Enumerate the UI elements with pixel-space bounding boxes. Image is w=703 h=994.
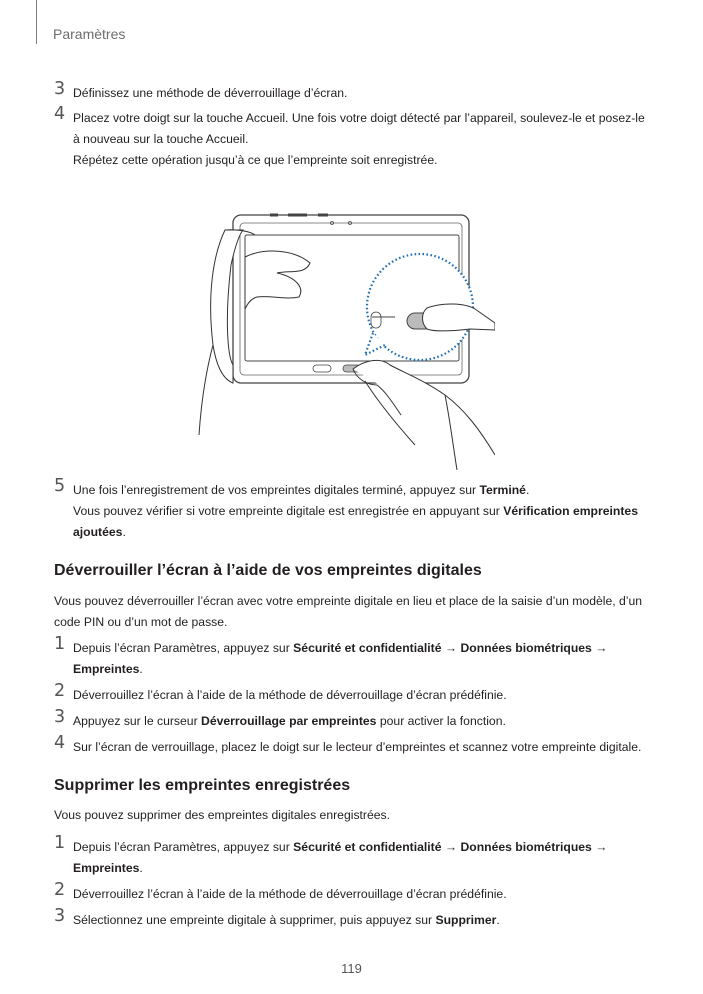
step-number: 1: [54, 634, 66, 654]
step-text-line1: Placez votre doigt sur la touche Accueil. Une fois votre doigt détecté par l’appareil, soulevez-le et posez-le: [73, 111, 645, 125]
step-5-line2: Vous pouvez vérifier si votre empreinte digitale est enregistrée en appuyant sur Vérification empreintes ajoutées.: [73, 504, 638, 539]
step-number: 2: [54, 681, 66, 701]
step-text: Appuyez sur le curseur Déverrouillage par empreintes pour activer la fonction.: [73, 714, 506, 728]
step-4-top: [54, 104, 654, 171]
step-number: 2: [54, 880, 66, 900]
step-5: [54, 476, 654, 543]
delete-step-2: [54, 880, 654, 905]
unlock-step-4: [54, 733, 654, 758]
step-text-line2: à nouveau sur la touche Accueil.: [73, 132, 249, 146]
step-number: 3: [54, 79, 66, 99]
header-rule: [36, 0, 37, 44]
step-text: Depuis l’écran Paramètres, appuyez sur Sécurité et confidentialité → Données biométriques → Empreintes.: [73, 641, 608, 676]
page-header-title: Paramètres: [53, 26, 126, 42]
unlock-step-3: [54, 707, 654, 732]
step-text: Sélectionnez une empreinte digitale à supprimer, puis appuyez sur Supprimer.: [73, 913, 500, 927]
step-number: 5: [54, 476, 66, 496]
step-text-line3: Répétez cette opération jusqu’à ce que l’empreinte soit enregistrée.: [73, 153, 438, 167]
page-number: 119: [341, 961, 362, 976]
step-number: 3: [54, 906, 66, 926]
step-5-line1: Une fois l’enregistrement de vos empreintes digitales terminé, appuyez sur Terminé.: [73, 483, 530, 497]
section-heading-delete: Supprimer les empreintes enregistrées: [54, 777, 351, 794]
step-text: Définissez une méthode de déverrouillage d’écran.: [73, 86, 348, 100]
section-intro-delete: Vous pouvez supprimer des empreintes digitales enregistrées.: [54, 808, 391, 822]
step-text: Déverrouillez l’écran à l’aide de la méthode de déverrouillage d’écran prédéfinie.: [73, 688, 507, 702]
step-text: Depuis l’écran Paramètres, appuyez sur Sécurité et confidentialité → Données biométriques → Empreintes.: [73, 840, 608, 875]
step-text: Déverrouillez l’écran à l’aide de la méthode de déverrouillage d’écran prédéfinie.: [73, 887, 507, 901]
delete-step-3: [54, 906, 654, 931]
step-3-top: [54, 79, 654, 104]
section-intro-unlock: Vous pouvez déverrouiller l’écran avec votre empreinte digitale en lieu et place de la saisie d’un modèle, d’un code PIN ou d’un mot de passe.: [54, 594, 643, 629]
unlock-step-2: [54, 681, 654, 706]
step-number: 3: [54, 707, 66, 727]
tablet-fingerprint-illustration: [195, 205, 495, 470]
terminate-label: Terminé: [479, 483, 526, 497]
step-number: 1: [54, 833, 66, 853]
unlock-step-1: [54, 634, 654, 680]
step-number: 4: [54, 104, 66, 124]
verify-fingerprints-label: Vérification empreintes ajoutées: [73, 504, 638, 539]
step-number: 4: [54, 733, 66, 753]
section-heading-unlock: Déverrouiller l’écran à l’aide de vos empreintes digitales: [54, 562, 482, 579]
step-text: Sur l’écran de verrouillage, placez le doigt sur le lecteur d’empreintes et scannez votre empreinte digitale.: [73, 740, 642, 754]
delete-step-1: [54, 833, 654, 879]
